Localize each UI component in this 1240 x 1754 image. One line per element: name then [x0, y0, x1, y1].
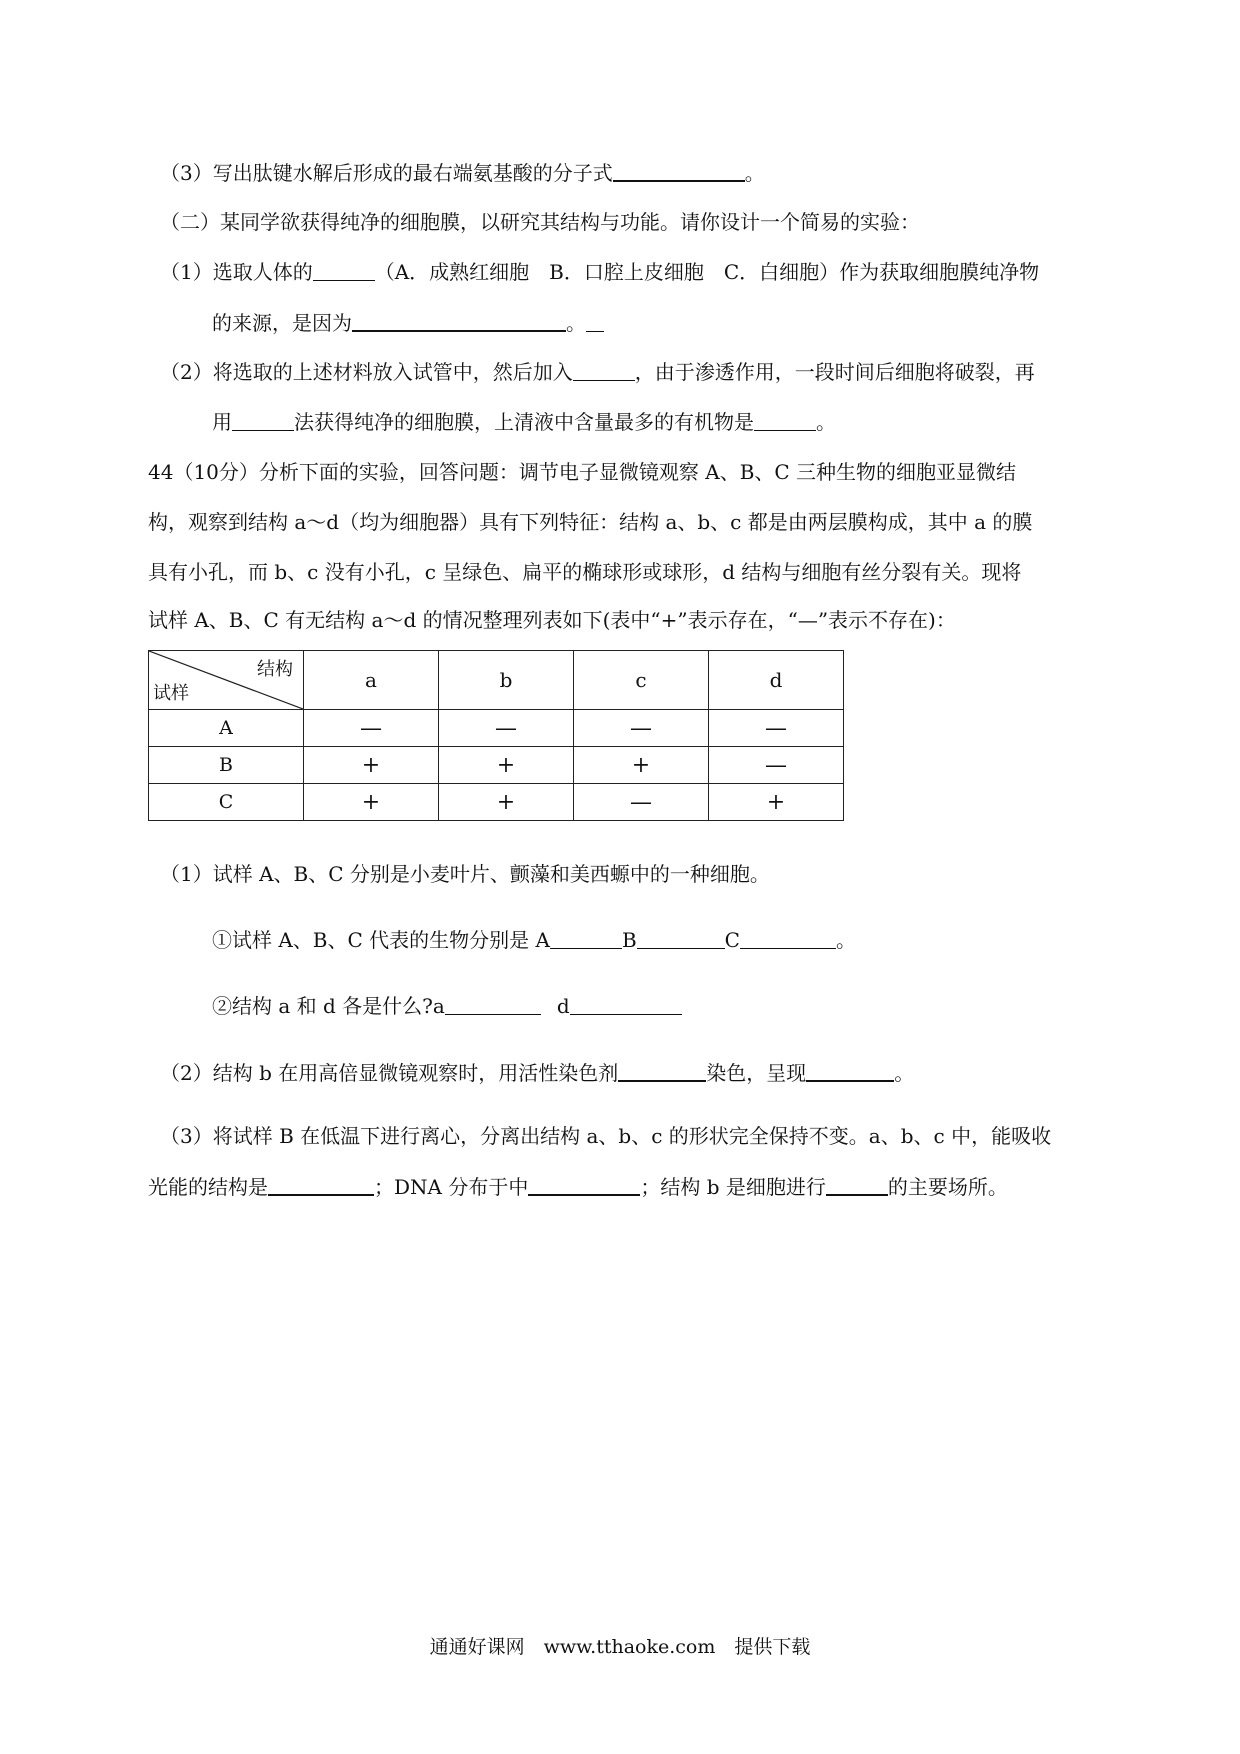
- table-header-row: [149, 651, 844, 710]
- table-cell: +: [439, 747, 574, 784]
- row-label: A: [149, 710, 304, 747]
- table-cell: +: [439, 784, 574, 821]
- answer-blank[interactable]: [613, 158, 745, 182]
- q43-p1-line-2: 的来源，是因为 。: [212, 308, 604, 337]
- q44-intro-2: 构，观察到结构 a～d（均为细胞器）具有下列特征：结构 a、b、c 都是由两层膜构成，其中 a 的膜: [148, 510, 1033, 534]
- answer-blank[interactable]: [618, 1058, 706, 1082]
- table-cell: —: [709, 747, 844, 784]
- table-cell: +: [304, 784, 439, 821]
- q43-line-3: （3）写出肽键水解后形成的最右端氨基酸的分子式 。: [160, 158, 765, 187]
- q44-intro-4: 试样 A、B、C 有无结构 a～d 的情况整理列表如下(表中“+”表示存在，“—”表示不存在)：: [148, 608, 956, 632]
- table-cell: +: [709, 784, 844, 821]
- row-label: C: [149, 784, 304, 821]
- table-row: [149, 784, 844, 821]
- corner-label-structure: 结构: [257, 659, 293, 680]
- answer-blank-tail: [586, 309, 604, 332]
- table-corner-cell: [149, 651, 304, 710]
- q43-p2-line: （2）将选取的上述材料放入试管中，然后加入 ，由于渗透作用，一段时间后细胞将破裂，再: [160, 360, 1035, 384]
- page-footer: 通通好课网 www.tthaoke.com 提供下载: [429, 1636, 811, 1658]
- answer-blank[interactable]: [550, 926, 622, 949]
- column-header-c: c: [574, 651, 709, 710]
- q44-s1: （1）试样 A、B、C 分别是小麦叶片、颤藻和美西螈中的一种细胞。: [160, 862, 770, 886]
- q44-intro-1: 44（10分）分析下面的实验，回答问题：调节电子显微镜观察 A、B、C 三种生物的细胞亚显微结: [148, 460, 1017, 484]
- q44-s2: （2）结构 b 在用高倍显微镜观察时，用活性染色剂 染色，呈现 。: [160, 1058, 914, 1087]
- q44-s1b: ②结构 a 和 d 各是什么?a d: [212, 992, 682, 1020]
- q43-part2-heading: （二）某同学欲获得纯净的细胞膜，以研究其结构与功能。请你设计一个简易的实验：: [160, 210, 920, 234]
- column-header-d: d: [709, 651, 844, 710]
- table-row: [149, 710, 844, 747]
- answer-blank[interactable]: [445, 992, 541, 1015]
- table-cell: —: [574, 710, 709, 747]
- answer-blank[interactable]: [528, 1172, 640, 1196]
- answer-blank[interactable]: [740, 926, 836, 949]
- answer-blank[interactable]: [754, 408, 816, 431]
- q43-p1-line: （1）选取人体的 （A．成熟红细胞 B．口腔上皮细胞 C．白细胞）作为获取细胞膜纯净物: [160, 260, 1040, 284]
- table-cell: +: [304, 747, 439, 784]
- q44-s3-2: 光能的结构是 ；DNA 分布于中 ；结构 b 是细胞进行 的主要场所。: [148, 1172, 1008, 1201]
- table-cell: +: [574, 747, 709, 784]
- q43-p2-line-2: 用 法获得纯净的细胞膜，上清液中含量最多的有机物是 。: [212, 410, 836, 434]
- column-header-a: a: [304, 651, 439, 710]
- row-label: B: [149, 747, 304, 784]
- table-cell: —: [574, 784, 709, 821]
- answer-blank[interactable]: [313, 258, 375, 281]
- q44-intro-3: 具有小孔，而 b、c 没有小孔，c 呈绿色、扁平的椭球形或球形，d 结构与细胞有丝分裂有关。现将: [148, 560, 1022, 584]
- answer-blank[interactable]: [352, 308, 566, 332]
- answer-blank[interactable]: [232, 408, 294, 431]
- answer-blank[interactable]: [268, 1172, 374, 1196]
- answer-blank[interactable]: [826, 1172, 888, 1196]
- answer-blank[interactable]: [637, 926, 725, 949]
- answer-blank[interactable]: [806, 1058, 894, 1082]
- q44-s3-1: （3）将试样 B 在低温下进行离心，分离出结构 a、b、c 的形状完全保持不变。a、b、c 中，能吸收: [160, 1124, 1052, 1148]
- answer-blank[interactable]: [570, 992, 682, 1015]
- table-row: [149, 747, 844, 784]
- structure-table: [148, 650, 844, 821]
- corner-label-sample: 试样: [153, 683, 189, 704]
- table-cell: —: [709, 710, 844, 747]
- column-header-b: b: [439, 651, 574, 710]
- table-cell: —: [304, 710, 439, 747]
- table-cell: —: [439, 710, 574, 747]
- q44-s1a: ①试样 A、B、C 代表的生物分别是 A B C 。: [212, 928, 856, 952]
- answer-blank[interactable]: [573, 358, 635, 381]
